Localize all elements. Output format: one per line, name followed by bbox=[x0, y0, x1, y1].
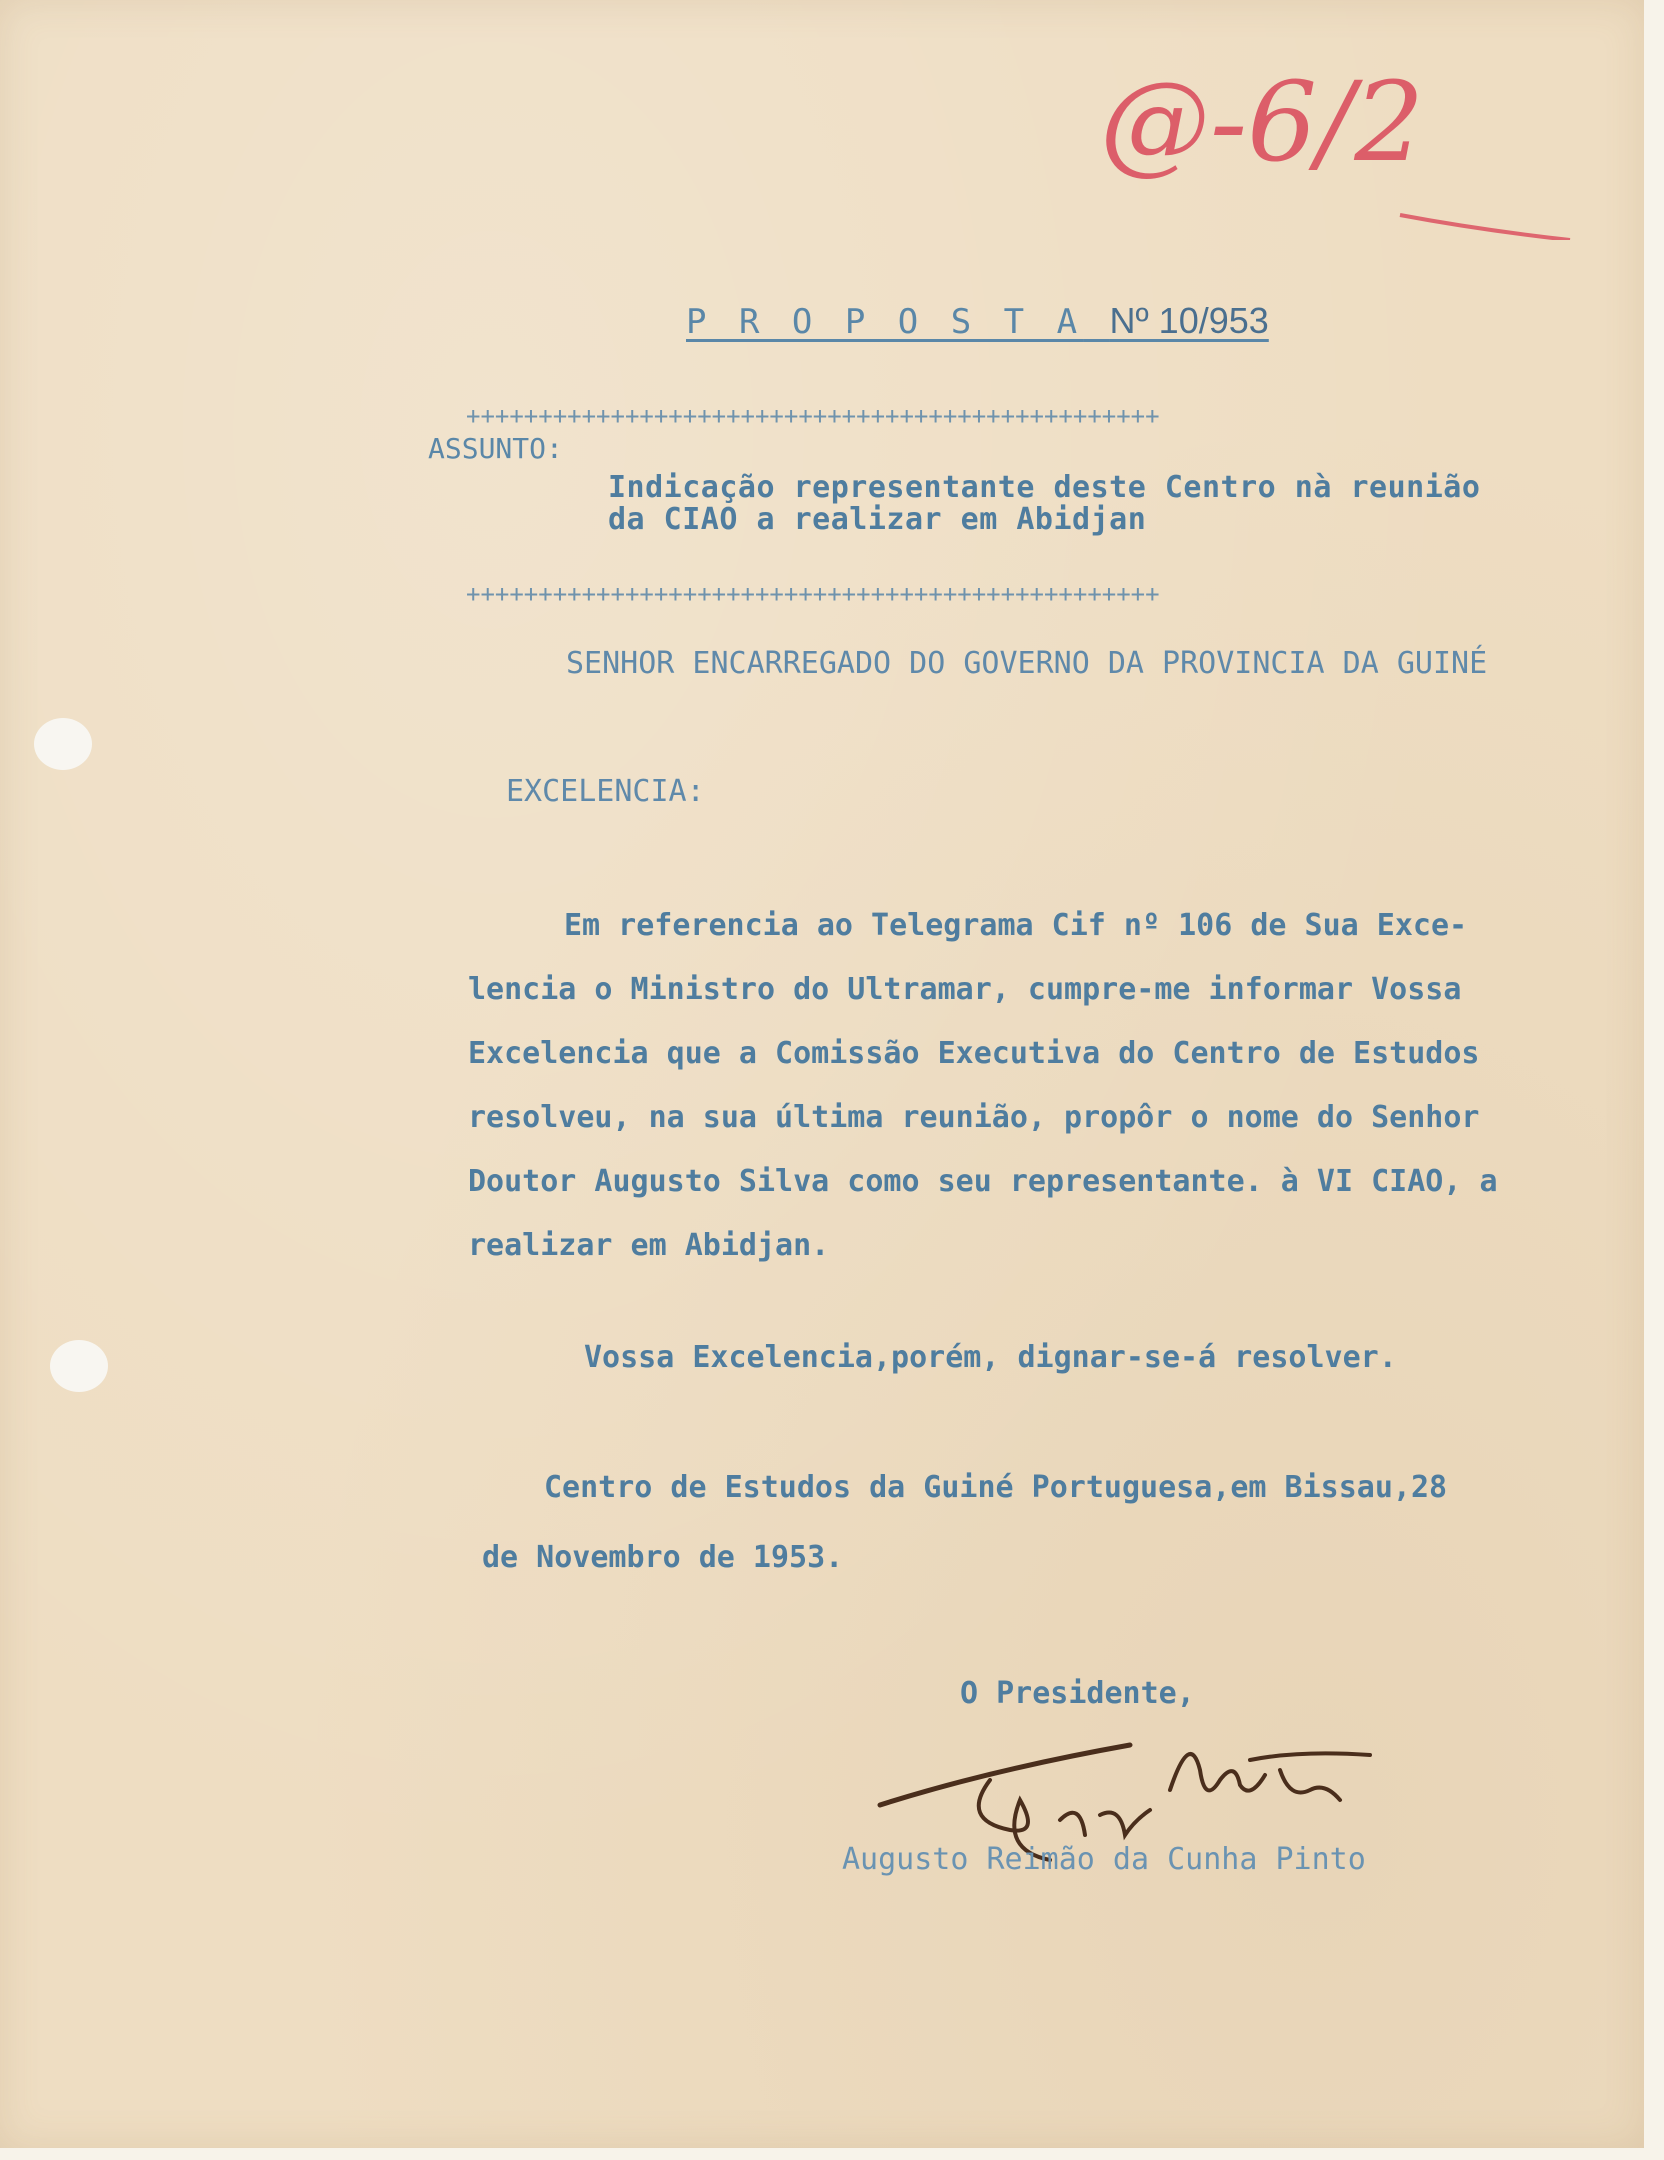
place-date-line-2: de Novembro de 1953. bbox=[482, 1540, 844, 1575]
body-line-6: realizar em Abidjan. bbox=[468, 1228, 830, 1263]
page-title bbox=[686, 300, 1269, 342]
signatory-title: O Presidente, bbox=[960, 1676, 1195, 1711]
separator-bottom: ++++++++++++++++++++++++++++++++++++++++++++++++ bbox=[466, 580, 1160, 608]
title-label: P R O P O S T A bbox=[686, 302, 1084, 342]
punch-hole-top bbox=[34, 718, 92, 770]
subject-line-2: da CIAO a realizar em Abidjan bbox=[608, 502, 1147, 537]
title-number: Nº 10/953 bbox=[1109, 300, 1269, 341]
stamp-text: @-6/2 bbox=[1100, 58, 1425, 186]
body-line-3: Excelencia que a Comissão Executiva do Centro de Estudos bbox=[468, 1036, 1480, 1071]
signatory-name: Augusto Reimão da Cunha Pinto bbox=[842, 1842, 1366, 1877]
body-line-5: Doutor Augusto Silva como seu representante. à VI CIAO, a bbox=[468, 1164, 1498, 1199]
body-line-2: lencia o Ministro do Ultramar, cumpre-me informar Vossa bbox=[468, 972, 1462, 1007]
addressee: SENHOR ENCARREGADO DO GOVERNO DA PROVINCIA DA GUINÉ bbox=[566, 646, 1488, 681]
place-date-line-1: Centro de Estudos da Guiné Portuguesa,em Bissau,28 bbox=[544, 1470, 1448, 1505]
body-line-1: Em referencia ao Telegrama Cif nº 106 de Sua Exce- bbox=[564, 908, 1468, 943]
subject-line-1: Indicação representante deste Centro nà reunião bbox=[608, 470, 1481, 505]
subject-label: ASSUNTO: bbox=[428, 432, 563, 465]
body-line-4: resolveu, na sua última reunião, propôr o nome do Senhor bbox=[468, 1100, 1480, 1135]
punch-hole-bottom bbox=[50, 1340, 108, 1392]
salutation: EXCELENCIA: bbox=[506, 774, 705, 809]
handwritten-archive-mark bbox=[1100, 40, 1580, 240]
separator-top: ++++++++++++++++++++++++++++++++++++++++++++++++ bbox=[466, 402, 1160, 430]
closing-line: Vossa Excelencia,porém, dignar-se-á resolver. bbox=[584, 1340, 1397, 1375]
